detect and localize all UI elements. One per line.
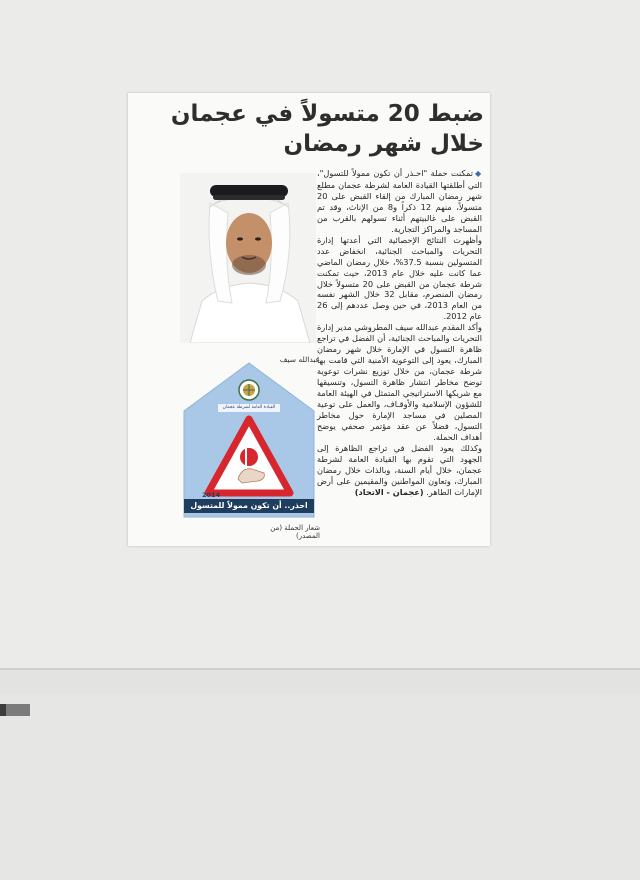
- logo-caption: شعار الحملة (من المصدر): [270, 524, 320, 540]
- campaign-logo-graphic: [180, 361, 318, 521]
- scan-background-bottom: [0, 694, 640, 880]
- campaign-slogan: احذر.. أن تكون ممولاً للمتسول: [190, 501, 308, 510]
- scan-edge-mark-dark: [0, 704, 6, 716]
- campaign-year: 2014: [202, 491, 221, 499]
- scan-gap: [0, 670, 640, 694]
- portrait-photo: [180, 173, 316, 343]
- headline: [144, 99, 484, 159]
- diamond-bullet-icon: ◆: [475, 169, 482, 178]
- campaign-org-label: القيادة العامة لشرطة عجمان: [222, 405, 276, 410]
- newspaper-clipping: [128, 93, 490, 546]
- headline-line-1: ضبط 20 متسولاً في عجمان: [170, 101, 484, 127]
- campaign-logo: [180, 361, 318, 521]
- article-paragraph: وأظهرت النتائج الإحصائية التي أعدتها إدارة التحريات والمباحث الجنائية، انخفاض عدد المتسولين بنسبة 37.5%، خلال رمضان الماضي عما كانت عليه خلال عام 2013، حيث تمكنت شرطة عجمان من القبض على 20 متسولاً خلال رمضان المنصرم، مقابل 32 خلال الشهر نفسه من العام 2013، في حين وصل عددهم إلى 26 عام 2012.: [317, 234, 483, 322]
- article-body: [317, 168, 482, 498]
- article-paragraph: وأكد المقدم عبدالله سيف المطروشي مدير إدارة التحريات والمباحث الجنائية، أن الفضل في تراجع ظاهرة التسول في الإمارة خلال شهر رمضان المبارك، يعود إلى التوعوية الأمنية التي قامت بها شرطة عجمان، من خلال توزيع نشرات توعوية توضح مخاطر انتشار ظاهرة التسول، وتنسيقها مع شريكها الاستراتيجي المتمثل في الهيئة العامة للشؤون الإسلامية والأوقـاف، والعمل على توعية المصلين في مساجد الإمارة حول مخاطر التسول، فضلاً عن عقد مؤتمر صحفي يوضح أهداف الحملة.: [317, 322, 482, 442]
- portrait-illustration: [180, 173, 316, 343]
- headline-line-2: خلال شهر رمضان: [283, 131, 484, 157]
- photo-caption: عبدالله سيف: [279, 355, 320, 364]
- article-credit: (عجمان - الاتحاد): [354, 486, 424, 497]
- article-paragraph: وكذلك يعود الفضل في تراجع الظاهرة إلى الجهود التي تقوم بها القيادة العامة لشرطة عجمان، خلال أيام السنة، وبالذات خلال رمضان المبارك، وتعاون المواطنين والمقيمين على أرض الإمارات الطاهر. (عجمان - الاتحاد): [317, 442, 482, 497]
- article-paragraph: ◆تمكنت حملة "احـذر أن تكون ممولاً للتسول"، التي أطلقتها القيادة العامة لشرطة عجمان مطلع شهر رمضان المبارك من إلقاء القبض على 20 متسولاً، منهم 12 ذكراً و8 من الإناث، وقد تم القبض على غالبيتهم أثناء تسولهم بالقرب من المساجد والمراكز التجارية.: [317, 168, 482, 234]
